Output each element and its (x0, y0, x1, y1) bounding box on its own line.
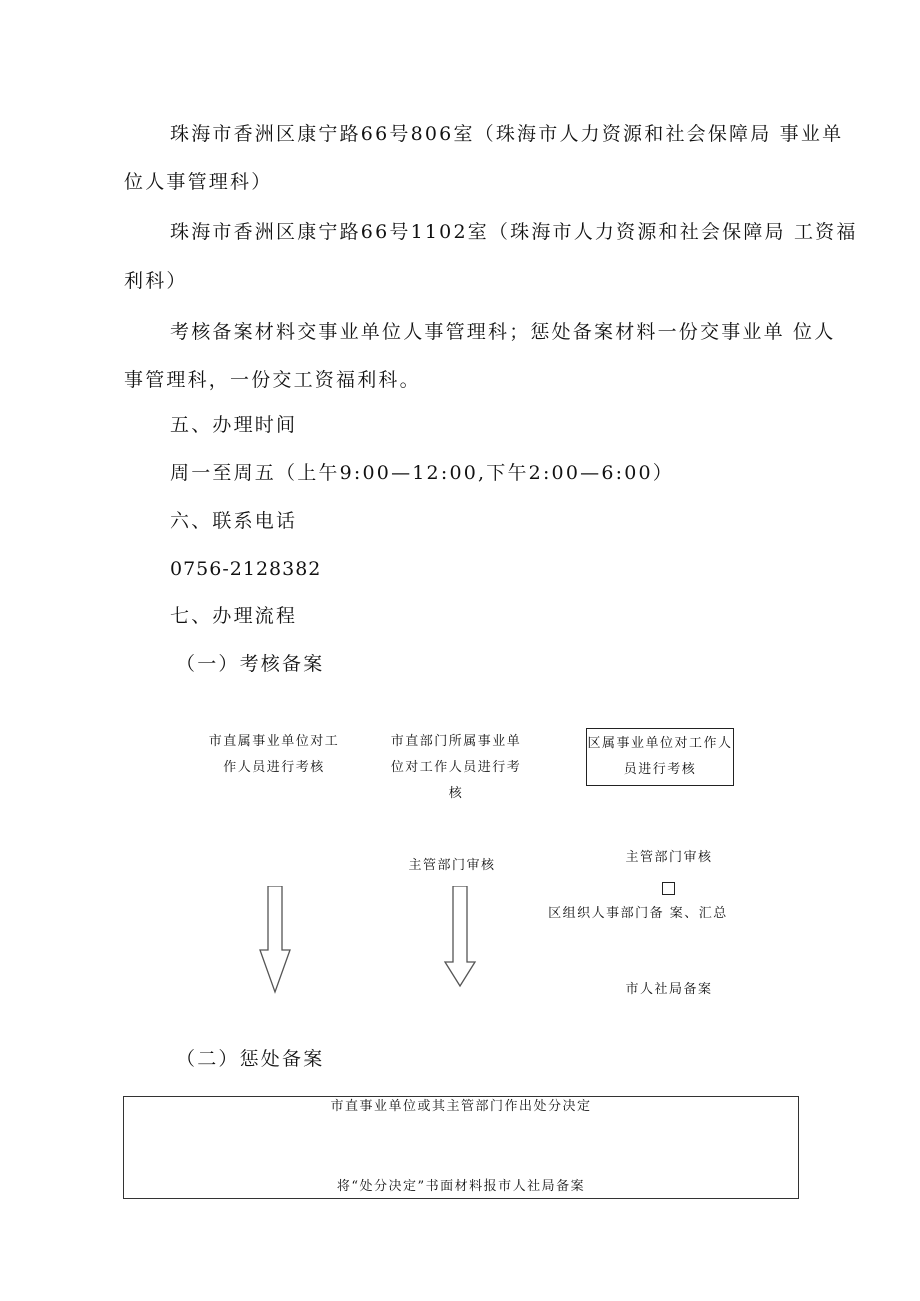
flow1-col2-text: 市直部门所属事业单位对工作人员进行考核 (390, 734, 522, 801)
address-1-line-2: 位人事管理科） (124, 171, 273, 193)
subsection-assessment-title: （一）考核备案 (176, 653, 325, 675)
flow1-col3-box: 区属事业单位对工作人员进行考核 (586, 728, 734, 786)
subsection-discipline-title: （二）惩处备案 (176, 1048, 325, 1070)
flow1-col1-text: 市直属事业单位对工作人员进行考核 (208, 734, 340, 775)
flow1-col3-review: 主管部门审核 (625, 850, 713, 865)
flow1-col2-review: 主管部门审核 (408, 858, 496, 873)
section-hours-title: 五、办理时间 (170, 414, 298, 436)
flow1-col3-summary: 区组织人事部门备 案、汇总 (548, 906, 728, 921)
discipline-step-2: 将“处分决定”书面材料报市人社局备案 (336, 1179, 586, 1194)
address-2-line-2: 利科） (124, 270, 188, 292)
section-phone-title: 六、联系电话 (170, 510, 298, 532)
submission-note-line-1: 考核备案材料交事业单位人事管理科；惩处备案材料一份交事业单 位人 (170, 321, 836, 343)
submission-note-line-2: 事管理科，一份交工资福利科。 (124, 369, 421, 391)
section-hours-text: 周一至周五（上午9:00—12:00,下午2:00—6:00） (170, 462, 674, 484)
flow1-col3-final: 市人社局备案 (625, 982, 713, 997)
flow1-col3-checkbox (662, 882, 675, 895)
down-arrow-icon (258, 886, 292, 996)
discipline-step-1: 市直事业单位或其主管部门作出处分决定 (330, 1099, 592, 1114)
address-2-line-1: 珠海市香洲区康宁路66号1102室（珠海市人力资源和社会保障局 工资福 (170, 221, 858, 243)
down-arrow-icon (443, 886, 477, 990)
address-1-line-1: 珠海市香洲区康宁路66号806室（珠海市人力资源和社会保障局 事业单 (170, 123, 844, 145)
section-phone-text: 0756-2128382 (170, 558, 322, 580)
section-process-title: 七、办理流程 (170, 605, 298, 627)
